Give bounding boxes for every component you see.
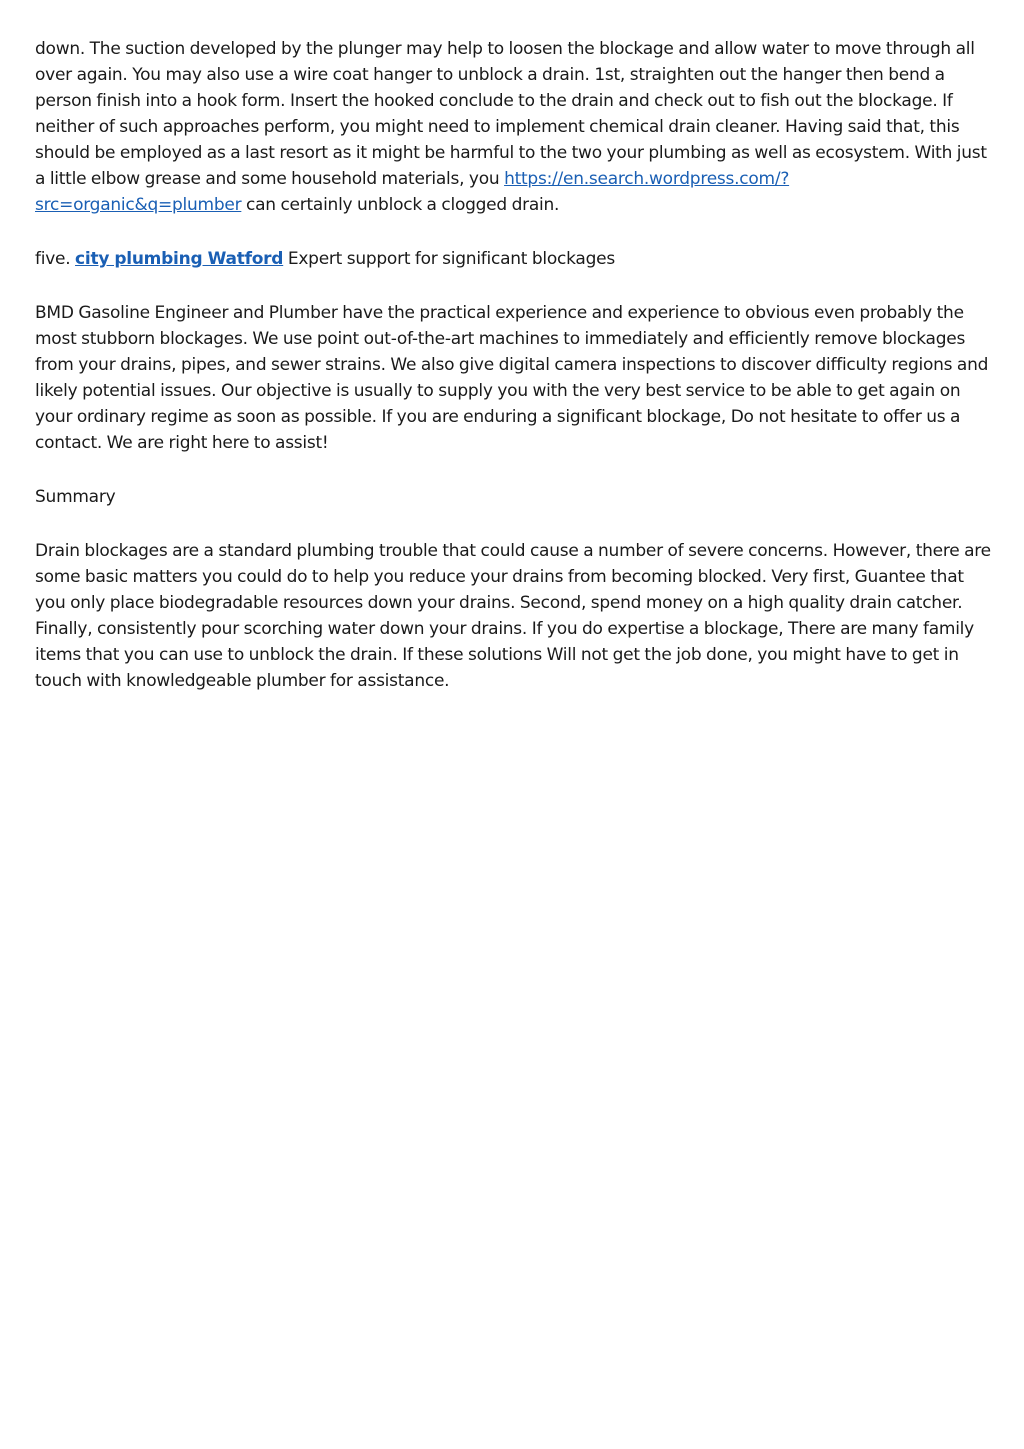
heading-prefix: five. (35, 249, 76, 269)
wordpress-search-link[interactable]: https://en.search.wordpress.com/?src=organic&q=plumber (35, 169, 790, 215)
document-page (35, 36, 991, 722)
paragraph-unblocking-methods (35, 36, 991, 218)
paragraph-text: down. The suction developed by the plunger may help to loosen the blockage and allow water to move through all over again. You may also use a wire coat hanger to unblock a drain. 1st, straighten out the hanger then bend a person finish into a hook form. Insert the hooked conclude to the drain and check out to fish out the blockage. If neither of such approaches perform, you might need to implement chemical drain cleaner. Having said that, this should be employed as a last resort as it might be harmful to the two your plumbing as well as ecosystem. With just a little elbow grease and some household materials, you (35, 39, 987, 189)
paragraph-summary: Drain blockages are a standard plumbing trouble that could cause a number of severe concerns. However, there are some basic matters you could do to help you reduce your drains from becoming blocked. Very first, Guantee that you only place biodegradable resources down your drains. Second, spend money on a high quality drain catcher. Finally, consistently pour scorching water down your drains. If you do expertise a blockage, There are many family items that you can use to unblock the drain. If these solutions Will not get the job done, you might have to get in touch with knowledgeable plumber for assistance. (35, 541, 991, 691)
paragraph-text: can certainly unblock a clogged drain. (241, 195, 560, 215)
summary-heading: Summary (35, 487, 116, 507)
paragraph-bmd-services: BMD Gasoline Engineer and Plumber have the practical experience and experience to obvious even probably the most stubborn blockages. We use point out-of-the-art machines to immediately and efficiently remove blockages from your drains, pipes, and sewer strains. We also give digital camera inspections to discover difficulty regions and likely potential issues. Our objective is usually to supply you with the very best service to be able to get again on your ordinary regime as soon as possible. If you are enduring a significant blockage, Do not hesitate to offer us a contact. We are right here to assist! (35, 303, 989, 453)
section-heading-five (35, 246, 991, 272)
city-plumbing-watford-link[interactable]: city plumbing Watford (75, 249, 284, 269)
heading-suffix: Expert support for significant blockages (283, 249, 615, 269)
